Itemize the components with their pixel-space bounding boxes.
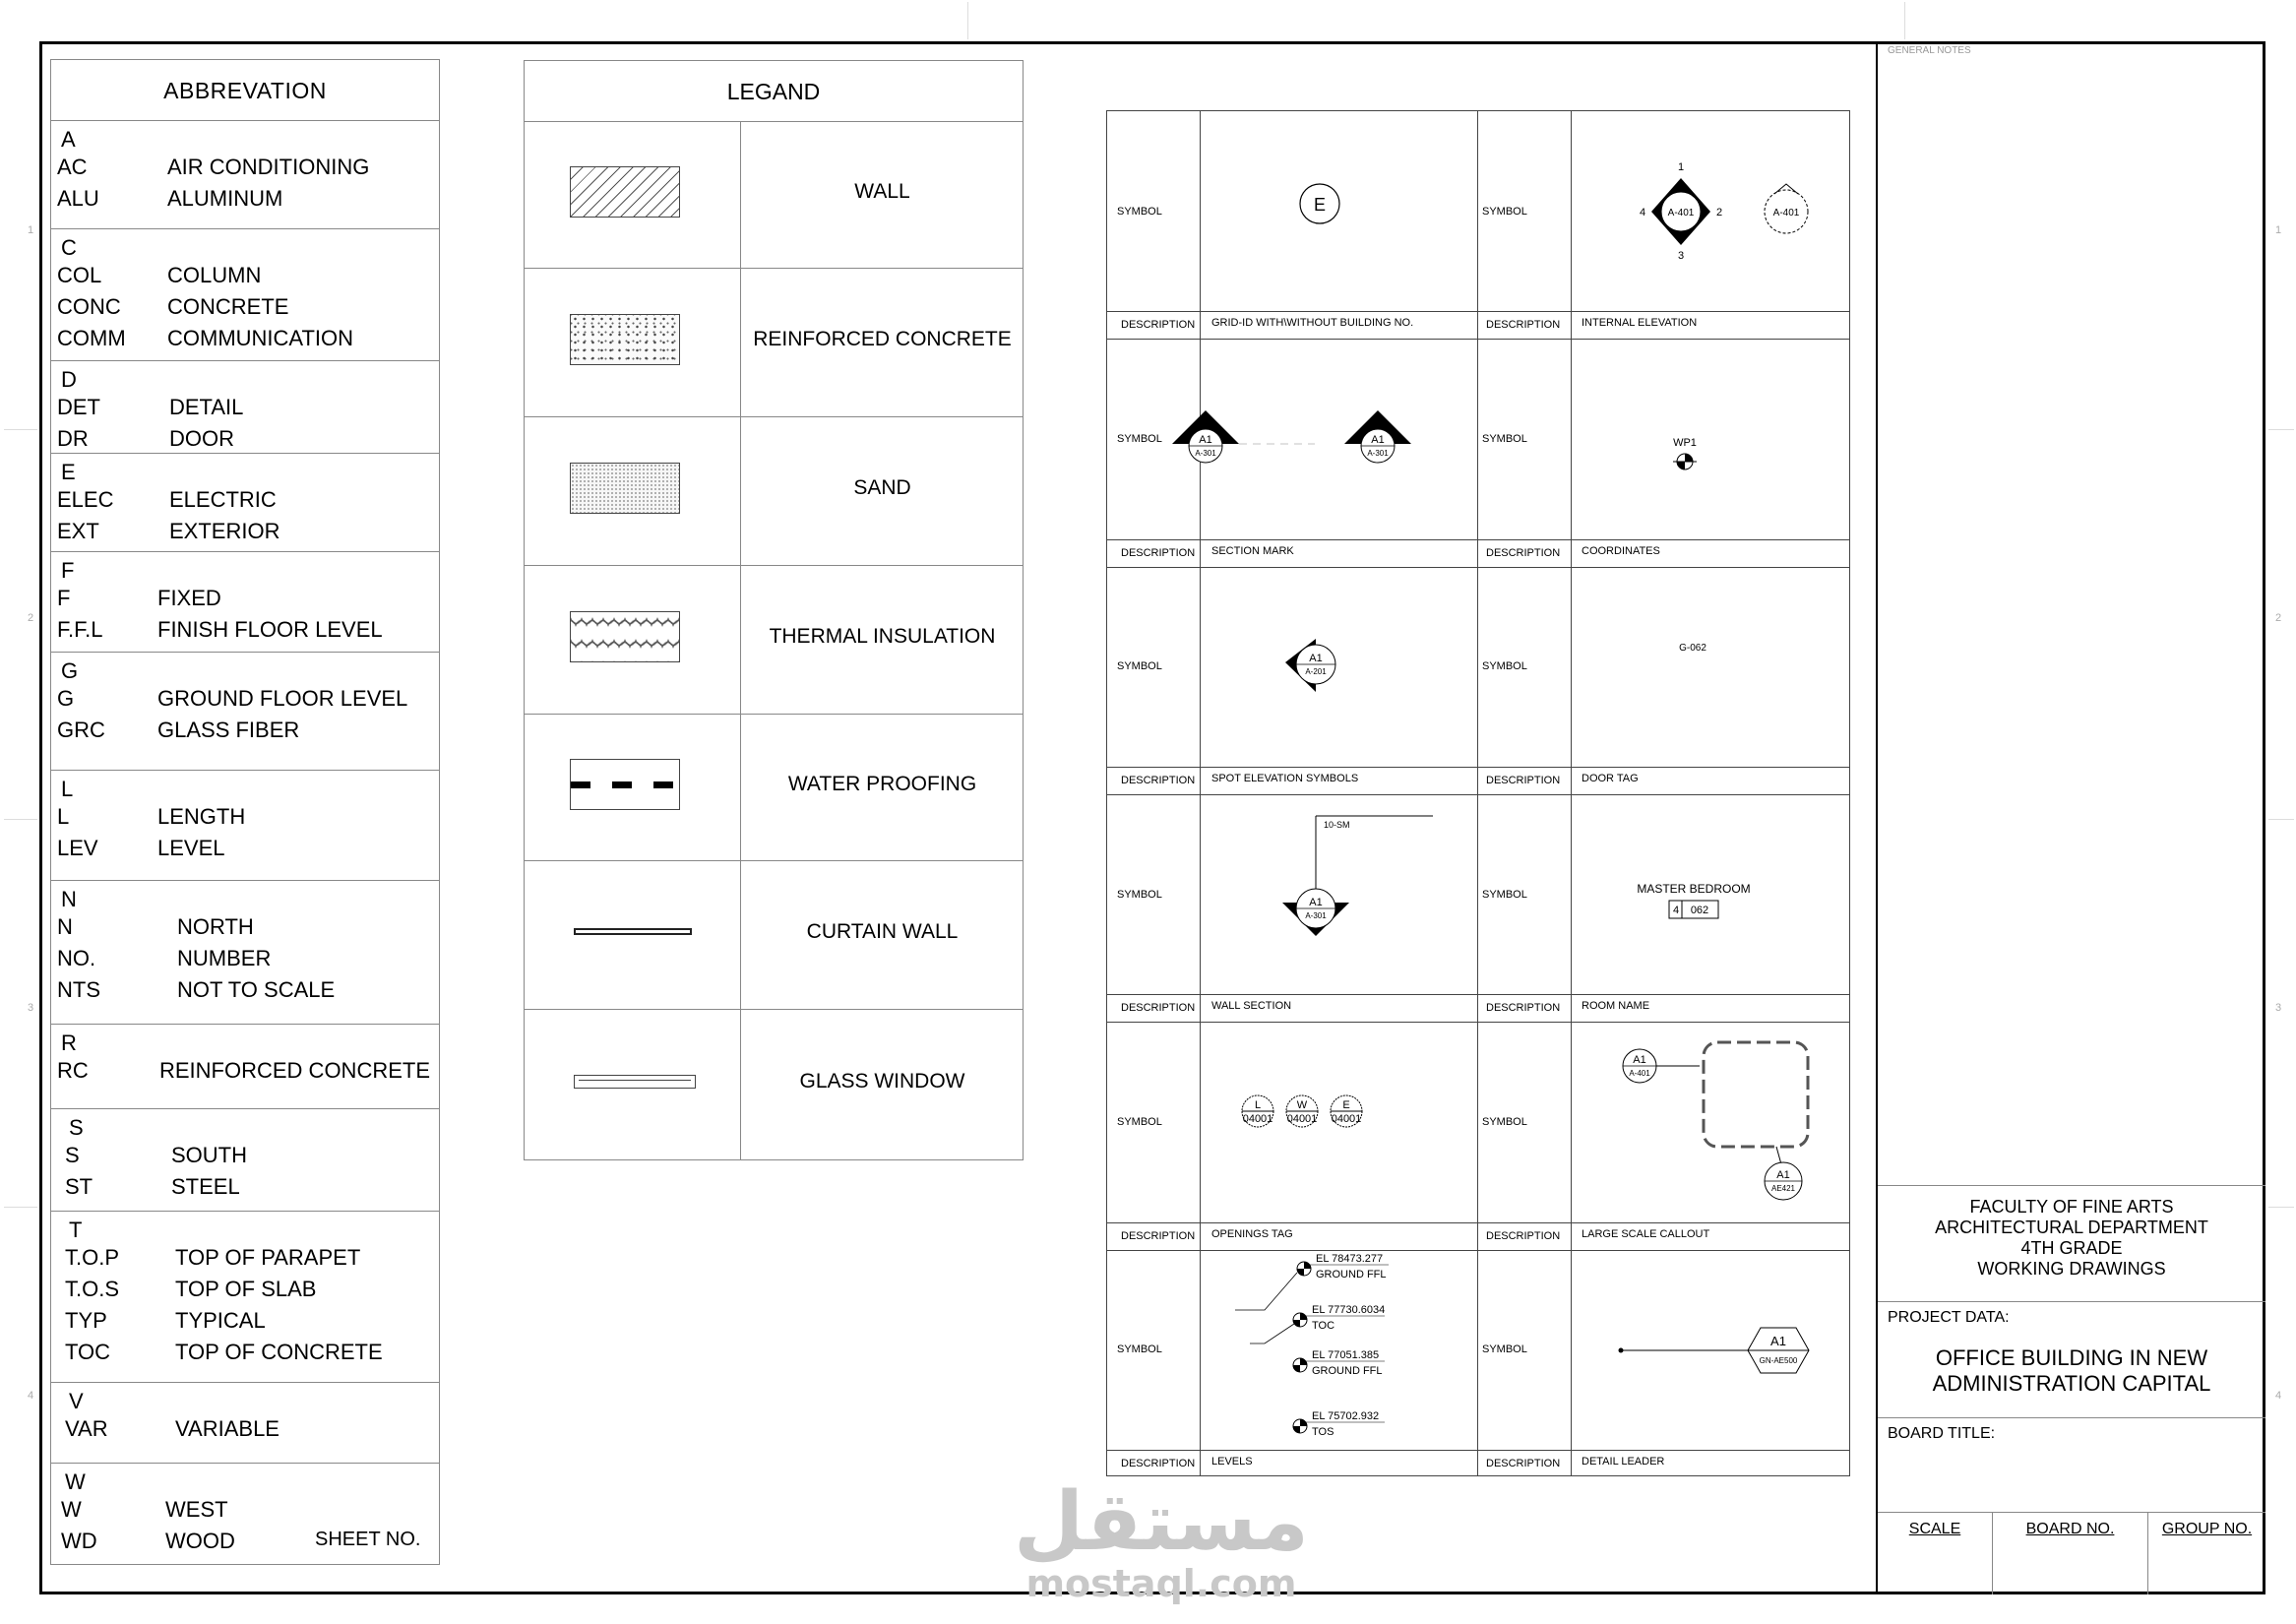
opening-tag-top: W: [1296, 1099, 1308, 1111]
level-name: TOC: [1312, 1320, 1335, 1332]
abbreviation-code: ELEC: [57, 487, 114, 512]
symbol-label: SYMBOL: [1482, 888, 1527, 901]
legend-label: SAND: [853, 475, 911, 499]
legend-label: REINFORCED CONCRETE: [753, 327, 1012, 350]
description-label: DESCRIPTION: [1486, 774, 1561, 786]
large-scale-callout-ref-bottom: AE421: [1770, 1184, 1796, 1193]
abbreviation-definition: WOOD: [165, 1529, 235, 1553]
symbol-description-right: LARGE SCALE CALLOUT: [1582, 1227, 1710, 1240]
abbreviation-code: TOC: [65, 1340, 111, 1364]
abbreviation-code: GRC: [57, 718, 105, 742]
abbreviation-group-t: [51, 1212, 439, 1383]
section-mark-right-bottom: A-301: [1367, 449, 1389, 458]
watermark: [1014, 1475, 1309, 1605]
abbreviation-group-g: [51, 653, 439, 771]
coordinate-label: WP1: [1673, 437, 1697, 449]
legend-row-hatch: [525, 122, 1023, 269]
abbreviation-definition: DOOR: [169, 426, 234, 451]
abbreviation-letter: N: [61, 887, 77, 911]
legend-row-sand: [525, 417, 1023, 566]
abbreviation-definition: GLASS FIBER: [157, 718, 300, 742]
symbol-drawings: [1107, 111, 1851, 1477]
abbreviation-definition: FINISH FLOOR LEVEL: [157, 617, 383, 642]
symbol-label: SYMBOL: [1482, 660, 1527, 673]
abbreviation-code: VAR: [65, 1416, 108, 1441]
spot-elevation-bottom: A-201: [1305, 667, 1327, 676]
abbreviation-letter: C: [61, 235, 77, 260]
internal-elevation-east: 2: [1715, 207, 1723, 219]
level-elevation: EL 77730.6034: [1312, 1304, 1386, 1316]
symbol-description-right: COORDINATES: [1582, 544, 1660, 557]
abbreviation-table: [50, 59, 440, 1565]
symbol-description-right: DOOR TAG: [1582, 772, 1639, 784]
symbol-description-left: OPENINGS TAG: [1211, 1227, 1293, 1240]
abbreviation-code: DET: [57, 395, 100, 419]
abbreviation-code: COMM: [57, 326, 126, 350]
project-data-label: PROJECT DATA:: [1888, 1309, 2010, 1326]
large-scale-callout-box: [1704, 1042, 1808, 1147]
opening-tag-bottom: 04001: [1242, 1113, 1273, 1125]
abbreviation-definition: NORTH: [177, 914, 254, 939]
faculty-line-2: ARCHITECTURAL DEPARTMENT: [1935, 1218, 2208, 1237]
abbreviation-definition: DETAIL: [169, 395, 244, 419]
edge-number-left-2: 2: [28, 612, 34, 624]
abbreviation-code: WD: [61, 1529, 97, 1553]
project-line-1: OFFICE BUILDING IN NEW: [1935, 1345, 2208, 1370]
legend-swatch-insulation: [570, 611, 680, 662]
abbreviation-group-d: [51, 361, 439, 454]
level-name: TOS: [1312, 1426, 1334, 1438]
symbol-description-right: ROOM NAME: [1582, 1000, 1650, 1013]
symbol-label: SYMBOL: [1117, 888, 1162, 901]
legend-swatch-glass: [574, 1075, 696, 1089]
abbreviation-code: LEV: [57, 836, 98, 860]
abbreviation-definition: CONCRETE: [167, 294, 289, 319]
detail-leader-top: A1: [1770, 1334, 1786, 1348]
sheet-number-label: SHEET NO.: [315, 1529, 421, 1550]
internal-elevation-center: A-401: [1667, 208, 1695, 219]
abbreviation-letter: S: [69, 1115, 84, 1140]
description-label: DESCRIPTION: [1486, 1229, 1561, 1242]
legend-title: LEGAND: [525, 61, 1023, 122]
symbol-label: SYMBOL: [1117, 432, 1162, 445]
legend-row-glass: [525, 1010, 1023, 1160]
legend-swatch-hatch: [570, 166, 680, 218]
detail-leader-bottom: GN-AE500: [1759, 1356, 1798, 1365]
internal-elevation-west: 4: [1639, 207, 1646, 219]
internal-elevation-south: 3: [1677, 250, 1685, 262]
abbreviation-code: G: [57, 686, 75, 711]
abbreviation-group-l: [51, 771, 439, 881]
description-label: DESCRIPTION: [1486, 1002, 1561, 1015]
abbreviation-letter: W: [65, 1469, 86, 1494]
abbreviation-code: T.O.S: [65, 1277, 120, 1301]
symbol-description-left: LEVELS: [1211, 1455, 1253, 1468]
abbreviation-code: TYP: [65, 1308, 107, 1333]
section-mark-left-top: A1: [1199, 434, 1212, 446]
spot-elevation-top: A1: [1309, 653, 1323, 664]
abbreviation-definition: STEEL: [171, 1174, 240, 1199]
symbol-description-left: GRID-ID WITH\WITHOUT BUILDING NO.: [1211, 317, 1414, 330]
watermark-latin: mostaql.com: [1025, 1562, 1297, 1605]
abbreviation-definition: REINFORCED CONCRETE: [159, 1058, 431, 1083]
abbreviation-code: W: [61, 1497, 82, 1522]
large-scale-callout-bottom: A-401: [1629, 1069, 1650, 1078]
legend-swatch-concrete: [570, 314, 680, 365]
legend-label: THERMAL INSULATION: [769, 624, 996, 648]
level-elevation: EL 77051.385: [1312, 1349, 1380, 1361]
symbol-description-right: INTERNAL ELEVATION: [1582, 317, 1698, 330]
symbol-description-left: SPOT ELEVATION SYMBOLS: [1211, 772, 1359, 784]
legend-row-dashes: [525, 715, 1023, 861]
room-number-a: 4: [1672, 905, 1680, 916]
symbol-label: SYMBOL: [1117, 1343, 1162, 1356]
description-label: DESCRIPTION: [1486, 319, 1561, 332]
symbol-label: SYMBOL: [1117, 1115, 1162, 1128]
abbreviation-group-v: [51, 1383, 439, 1464]
group-number-label: GROUP NO.: [2161, 1521, 2253, 1537]
abbreviation-code: NO.: [57, 946, 96, 970]
edge-number-left-3: 3: [28, 1002, 34, 1014]
abbreviation-definition: COLUMN: [167, 263, 262, 287]
room-number-b: 062: [1690, 905, 1709, 916]
wall-section-bottom: A-301: [1305, 911, 1327, 920]
abbreviation-code: NTS: [57, 977, 100, 1002]
abbreviation-letter: A: [61, 127, 76, 152]
abbreviation-group-f: [51, 552, 439, 653]
level-name: GROUND FFL: [1312, 1365, 1383, 1377]
abbreviation-code: CONC: [57, 294, 121, 319]
section-mark-right-top: A1: [1371, 434, 1385, 446]
edge-number-left-1: 1: [28, 224, 34, 236]
abbreviation-definition: NOT TO SCALE: [177, 977, 336, 1002]
abbreviation-definition: TOP OF PARAPET: [175, 1245, 361, 1270]
abbreviation-definition: ELECTRIC: [169, 487, 277, 512]
abbreviation-code: F.F.L: [57, 617, 103, 642]
opening-tag-top: L: [1254, 1099, 1262, 1111]
symbol-table: [1106, 110, 1850, 1476]
description-label: DESCRIPTION: [1486, 546, 1561, 559]
abbreviation-definition: LENGTH: [157, 804, 246, 829]
abbreviation-code: ALU: [57, 186, 99, 211]
abbreviation-definition: TOP OF SLAB: [175, 1277, 317, 1301]
abbreviation-letter: D: [61, 367, 77, 392]
abbreviation-definition: GROUND FLOOR LEVEL: [157, 686, 408, 711]
opening-tag-top: E: [1342, 1099, 1350, 1111]
description-label: DESCRIPTION: [1486, 1457, 1561, 1469]
edge-number-right-3: 3: [2275, 1002, 2282, 1014]
legend-label: GLASS WINDOW: [799, 1069, 965, 1093]
description-label: DESCRIPTION: [1121, 546, 1196, 559]
abbreviation-letter: L: [61, 777, 74, 801]
wall-section-top: A1: [1309, 897, 1323, 908]
abbreviation-group-c: [51, 229, 439, 361]
wall-section-leader: 10-SM: [1324, 820, 1350, 830]
abbreviation-title: ABBREVATION: [51, 60, 439, 121]
legend-swatch-sand: [570, 463, 680, 514]
faculty-line-3: 4TH GRADE: [2020, 1238, 2123, 1258]
general-notes-label: GENERAL NOTES: [1888, 45, 1971, 56]
board-title-label: BOARD TITLE:: [1888, 1425, 1996, 1442]
room-name-label: MASTER BEDROOM: [1637, 882, 1751, 896]
description-label: DESCRIPTION: [1121, 1002, 1196, 1015]
project-line-2: ADMINISTRATION CAPITAL: [1932, 1371, 2211, 1396]
abbreviation-code: RC: [57, 1058, 89, 1083]
legend-table: [524, 60, 1024, 1160]
abbreviation-code: AC: [57, 155, 88, 179]
description-label: DESCRIPTION: [1121, 319, 1196, 332]
abbreviation-definition: TOP OF CONCRETE: [175, 1340, 383, 1364]
watermark-arabic: مستقل: [1014, 1475, 1309, 1569]
abbreviation-code: ST: [65, 1174, 93, 1199]
symbol-label: SYMBOL: [1117, 205, 1162, 218]
legend-label: CURTAIN WALL: [806, 919, 959, 943]
abbreviation-definition: TYPICAL: [175, 1308, 266, 1333]
abbreviation-letter: T: [69, 1218, 83, 1242]
level-elevation: EL 78473.277: [1316, 1253, 1384, 1265]
abbreviation-definition: VARIABLE: [175, 1416, 279, 1441]
legend-swatch-dashes: [570, 759, 680, 810]
faculty-line-4: WORKING DRAWINGS: [1977, 1259, 2166, 1279]
abbreviation-letter: V: [69, 1389, 84, 1413]
abbreviation-group-s: [51, 1109, 439, 1212]
internal-elevation-north: 1: [1677, 161, 1685, 173]
edge-number-right-4: 4: [2275, 1390, 2282, 1402]
abbreviation-group-r: [51, 1025, 439, 1109]
legend-row-concrete: [525, 269, 1023, 417]
abbreviation-code: N: [57, 914, 73, 939]
abbreviation-letter: E: [61, 460, 76, 484]
edge-number-left-4: 4: [28, 1390, 34, 1402]
abbreviation-definition: AIR CONDITIONING: [167, 155, 370, 179]
grid-id-text: E: [1313, 195, 1327, 215]
large-scale-callout-ref-top: A1: [1776, 1169, 1790, 1181]
edge-number-right-2: 2: [2275, 612, 2282, 624]
edge-number-right-1: 1: [2275, 224, 2282, 236]
symbol-description-left: SECTION MARK: [1211, 544, 1294, 557]
symbol-label: SYMBOL: [1482, 205, 1527, 218]
internal-elevation-alt: A-401: [1772, 208, 1800, 219]
abbreviation-code: DR: [57, 426, 89, 451]
symbol-description-right: DETAIL LEADER: [1582, 1455, 1665, 1468]
abbreviation-code: T.O.P: [65, 1245, 120, 1270]
abbreviation-definition: COMMUNICATION: [167, 326, 354, 350]
level-elevation: EL 75702.932: [1312, 1410, 1380, 1422]
description-label: DESCRIPTION: [1121, 774, 1196, 786]
board-number-label: BOARD NO.: [2025, 1521, 2115, 1537]
abbreviation-definition: WEST: [165, 1497, 228, 1522]
opening-tag-bottom: 04001: [1286, 1113, 1318, 1125]
level-name: GROUND FFL: [1316, 1269, 1387, 1280]
abbreviation-group-e: [51, 454, 439, 552]
abbreviation-code: F: [57, 586, 71, 610]
legend-label: WALL: [854, 179, 910, 203]
abbreviation-code: COL: [57, 263, 102, 287]
door-tag-label: G-062: [1679, 643, 1706, 654]
abbreviation-definition: SOUTH: [171, 1143, 247, 1167]
description-label: DESCRIPTION: [1121, 1457, 1196, 1469]
scale-label: SCALE: [1908, 1521, 1961, 1537]
legend-swatch-curtain: [574, 928, 692, 935]
legend-row-insulation: [525, 566, 1023, 715]
large-scale-callout-top: A1: [1633, 1054, 1646, 1066]
abbreviation-code: L: [57, 804, 70, 829]
abbreviation-definition: FIXED: [157, 586, 221, 610]
abbreviation-definition: LEVEL: [157, 836, 225, 860]
abbreviation-definition: ALUMINUM: [167, 186, 283, 211]
abbreviation-letter: R: [61, 1031, 77, 1055]
abbreviation-letter: F: [61, 558, 75, 583]
symbol-description-left: WALL SECTION: [1211, 1000, 1292, 1013]
abbreviation-letter: G: [61, 658, 79, 683]
section-mark-left-bottom: A-301: [1195, 449, 1216, 458]
faculty-line-1: FACULTY OF FINE ARTS: [1969, 1197, 2174, 1217]
abbreviation-definition: EXTERIOR: [169, 519, 280, 543]
abbreviation-definition: NUMBER: [177, 946, 272, 970]
description-label: DESCRIPTION: [1121, 1229, 1196, 1242]
abbreviation-code: S: [65, 1143, 80, 1167]
opening-tag-bottom: 04001: [1331, 1113, 1362, 1125]
abbreviation-group-a: [51, 121, 439, 229]
symbol-label: SYMBOL: [1482, 1115, 1527, 1128]
abbreviation-code: EXT: [57, 519, 99, 543]
abbreviation-group-n: [51, 881, 439, 1025]
legend-row-curtain: [525, 861, 1023, 1010]
symbol-label: SYMBOL: [1117, 660, 1162, 673]
symbol-label: SYMBOL: [1482, 432, 1527, 445]
symbol-label: SYMBOL: [1482, 1343, 1527, 1356]
legend-label: WATER PROOFING: [787, 772, 977, 795]
